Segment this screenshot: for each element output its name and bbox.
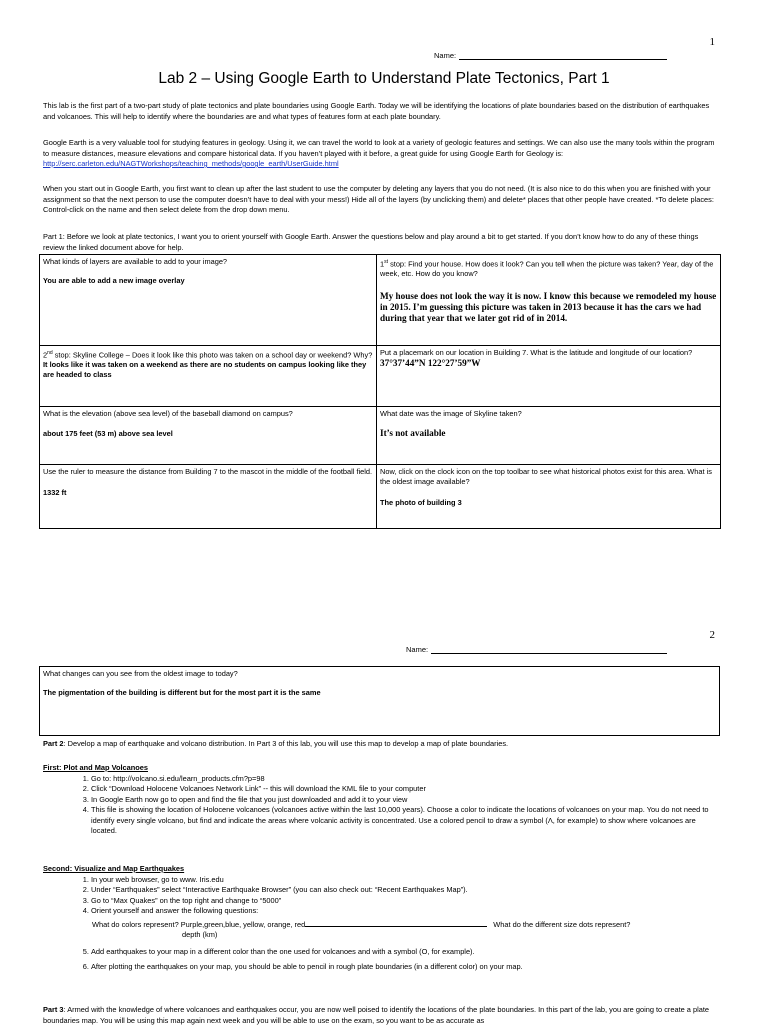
table-row: [40, 255, 721, 346]
name-blank-line[interactable]: [459, 50, 667, 60]
part3-paragraph: [43, 1005, 720, 1026]
list-item: 6. After plotting the earthquakes on your map, you should be able to pencil in rough plate boundaries (in a different color) on your map.: [91, 962, 720, 973]
list-item: 3. In Google Earth now go to open and find the file that you just downloaded and add it to your view: [91, 795, 720, 806]
table-row: [40, 346, 721, 407]
earthquake-steps-list: [43, 875, 720, 917]
question-cell: [40, 465, 377, 529]
name-label: Name:: [434, 51, 457, 60]
ordinal-suffix: nd: [47, 350, 53, 356]
volcano-section-title: First: Plot and Map Volcanoes: [43, 763, 148, 772]
part3-text: : Armed with the knowledge of where volcanoes and earthquakes occur, you are now well poised to identify the locations of the plate boundaries. In this part of the lab, you are going to create a plate boundaries map. You will be using this map again next week and you will be able to use on the exam, so you want to be as accurate as: [43, 1005, 709, 1025]
answer-text: My house does not look the way it is now. I know this because we remodeled my house in 2015. I’m guessing this picture was taken in 2013 because it has the cars we had during that year that we later got rid of in 2014.: [380, 291, 717, 324]
sizes-answer-row: [92, 930, 720, 941]
question-cell: [377, 407, 721, 465]
name-blank-line[interactable]: [431, 644, 667, 654]
part2-label: Part 2: [43, 739, 64, 748]
google-earth-paragraph: [43, 138, 720, 170]
question-cell: [40, 407, 377, 465]
question-rest: stop: Find your house. How does it look? Can you tell when the picture was taken? Year, day of the week, etc. How do you know?: [380, 259, 714, 279]
orientation-question-table: [39, 254, 721, 529]
answer-text: about 175 feet (53 m) above sea level: [43, 429, 173, 438]
question-cell: [377, 255, 721, 346]
earthquake-steps-list-b: [43, 947, 720, 973]
question-rest: stop: Skyline College – Does it look like this photo was taken on a school day or weekend? Why?: [52, 350, 373, 360]
list-item: 2. Click “Download Holocene Volcanoes Network Link” -- this will download the KML file to your computer: [91, 784, 720, 795]
table-row: [40, 667, 720, 736]
answer-text: You are able to add a new image overlay: [43, 276, 185, 285]
answer-text: 1332 ft: [43, 488, 67, 497]
question-cell: [40, 255, 377, 346]
question-cell: [377, 465, 721, 529]
answer-text: The pigmentation of the building is different but for the most part it is the same: [43, 688, 321, 697]
question-text: What date was the image of Skyline taken?: [380, 409, 522, 418]
list-item: 1. In your web browser, go to www. Iris.edu: [91, 875, 720, 886]
part2-paragraph: [43, 739, 720, 750]
name-label: Name:: [406, 645, 429, 654]
question-text: Now, click on the clock icon on the top toolbar to see what historical photos exist for this area. What is the oldest image available?: [380, 467, 712, 486]
questions-block: [43, 918, 720, 941]
colors-question: What do colors represent? Purple,green,blue, yellow, orange, red: [92, 919, 306, 929]
sizes-answer: depth (km): [182, 930, 218, 939]
question-text: 1st stop: Find your house. How does it look? Can you tell when the picture was taken? Year, day of the week, etc. How do you know?: [380, 259, 714, 279]
list-item: 5. Add earthquakes to your map in a different color than the one used for volcanoes and with a symbol (O, for example).: [91, 947, 720, 958]
google-earth-text: Google Earth is a very valuable tool for studying features in geology. Using it, we can travel the world to look at a variety of geologic features and settings. We can also use the many tools within the program to measure distances, measure elevations and compare historical data. If you haven’t played with it before, a great guide for using Google Earth for Geology is:: [43, 138, 715, 158]
page-number: 1: [709, 36, 715, 48]
question-text: 2nd stop: Skyline College – Does it look like this photo was taken on a school day or weekend? Why?: [43, 350, 373, 360]
part2-text: : Develop a map of earthquake and volcano distribution. In Part 3 of this lab, you will use this map to develop a map of plate boundaries.: [63, 739, 509, 748]
answer-text: 37°37’44”N 122°27’59”W: [380, 358, 481, 368]
question-text: Put a placemark on our location in Building 7. What is the latitude and longitude of our location?: [380, 348, 693, 357]
ordinal-suffix: st: [384, 259, 389, 265]
part3-label: Part 3: [43, 1005, 64, 1014]
sizes-question: What do the different size dots represent?: [493, 919, 631, 929]
list-item: 3. Go to “Max Quakes” on the top right and change to “5000”: [91, 896, 720, 907]
question-text: What is the elevation (above sea level) of the baseball diamond on campus?: [43, 409, 293, 418]
question-cell: [40, 667, 720, 736]
lab-title: Lab 2 – Using Google Earth to Understand Plate Tectonics, Part 1: [158, 70, 610, 87]
list-item: 4. This file is showing the location of Holocene volcanoes (volcanoes active within the last 10,000 years). Choose a color to indicate the locations of volcanoes on your map. You do not need to identify every single volcano, but find and indicate the areas where volcanic activity is concentrated. Use a colored pencil to draw a symbol (Λ, for example) to show where volcanoes are located.: [91, 805, 720, 837]
page-number: 2: [709, 629, 715, 641]
colors-answer-blank[interactable]: [305, 918, 487, 927]
answer-text: The photo of building 3: [380, 498, 462, 507]
volcano-steps-list: [43, 774, 720, 837]
earthquake-section: [43, 864, 720, 973]
question-cell: [377, 346, 721, 407]
table-row: [40, 407, 721, 465]
list-item: 2. Under “Earthquakes” select “Interactive Earthquake Browser” (you can also check out: “Recent Earthquakes Map”).: [91, 885, 720, 896]
question-text: Use the ruler to measure the distance from Building 7 to the mascot in the middle of the football field.: [43, 467, 373, 476]
changes-question-table: [39, 666, 720, 736]
answer-text: It’s not available: [380, 428, 446, 438]
question-text: What kinds of layers are available to add to your image?: [43, 257, 228, 266]
cleanup-paragraph: When you start out in Google Earth, you first want to clean up after the last student to use the computer by deleting any layers that you do not need. (It is also nice to do this when you are finished with your assignment so that the next person to use the computer doesn’t have to deal with your mess!) Hide all of the layers (by unclicking them) and delete* places that other people have created. *To delete places: Control-click on the name and then select delete from the drop down menu.: [43, 184, 714, 214]
question-text: What changes can you see from the oldest image to today?: [43, 669, 238, 678]
intro-paragraph: This lab is the first part of a two-part study of plate tectonics and plate boundaries using Google Earth. Today we will be identifying the locations of plate boundaries based on the distribution of earthquakes and volcanoes. This will help to identify where the boundaries are and what types of features form at each plate boundary.: [43, 101, 710, 121]
name-field: [406, 644, 667, 654]
volcano-section: [43, 763, 720, 837]
name-field: [434, 50, 667, 60]
answer-text: It looks like it was taken on a weekend as there are no students on campus looking like they are headed to class: [43, 360, 367, 380]
question-cell: [40, 346, 377, 407]
part1-paragraph: Part 1: Before we look at plate tectonics, I want you to orient yourself with Google Earth. Answer the questions below and play around a bit to get started. If you don’t know how to do any of these things review the linked document above for help.: [43, 232, 699, 252]
list-item: 4. Orient yourself and answer the following questions:: [91, 906, 720, 917]
page-2: [0, 600, 768, 1024]
user-guide-link[interactable]: http://serc.carleton.edu/NAGTWorkshops/teaching_methods/google_earth/UserGuide.html: [43, 159, 339, 168]
table-row: [40, 465, 721, 529]
earthquake-section-title: Second: Visualize and Map Earthquakes: [43, 864, 185, 873]
list-item: 1. Go to: http://volcano.si.edu/learn_products.cfm?p=98: [91, 774, 720, 785]
